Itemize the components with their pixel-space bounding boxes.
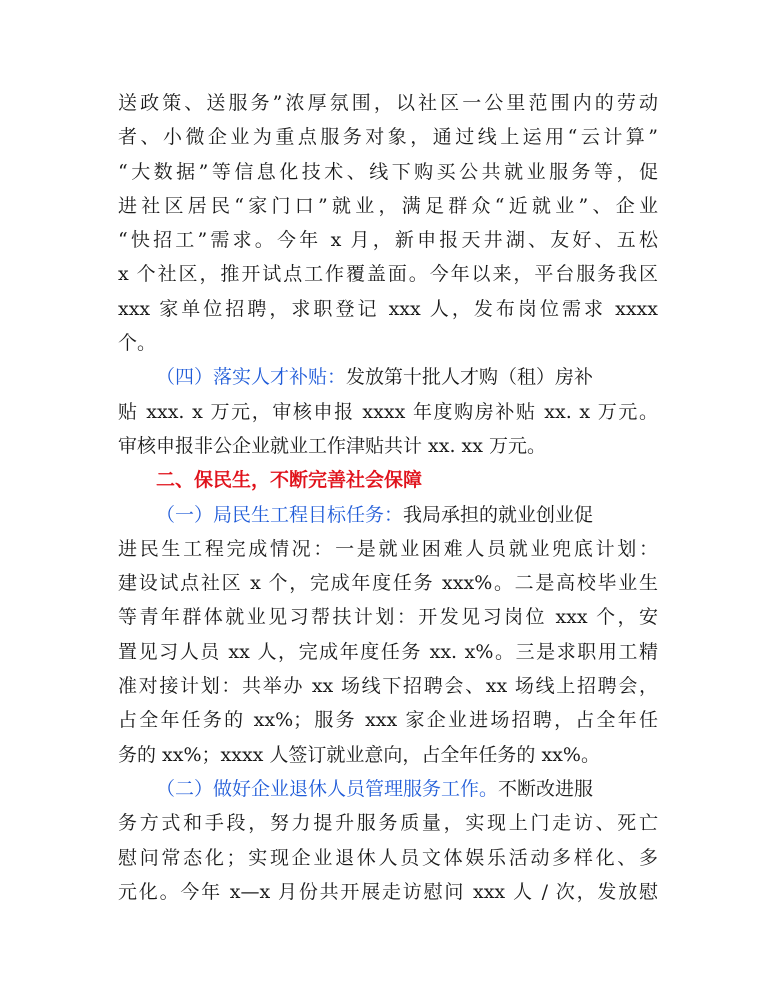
text-line: 务的 xx%；xxxx 人签订就业意向，占全年任务的 xx%。: [118, 743, 600, 766]
text-line: 送政策、送服务”浓厚氛围，以社区一公里范围内的劳动: [118, 92, 658, 114]
paragraph-talent-subsidy: [118, 360, 658, 463]
subheading-livelihood-targets: （一）局民生工程目标任务：: [156, 503, 404, 526]
text-line: 贴 xxx. x 万元，审核申报 xxxx 年度购房补贴 xx. x 万元。: [118, 400, 658, 423]
text-run: 我局承担的就业创业促: [403, 503, 594, 526]
text-line: 准对接计划：共举办 xx 场线下招聘会、xx 场线上招聘会，: [118, 675, 658, 698]
text-line: 等青年群体就业见习帮扶计划：开发见习岗位 xxx 个，安: [118, 606, 658, 629]
text-line: 者、小微企业为重点服务对象，通过线上运用“云计算”: [118, 126, 658, 149]
text-line: 务方式和手段，努力提升服务质量，实现上门走访、死亡: [118, 812, 658, 835]
text-line: 进社区居民“家门口”就业，满足群众“近就业”、企业: [118, 194, 658, 217]
text-line: 置见习人员 xx 人，完成年度任务 xx. x%。三是求职用工精: [118, 640, 658, 663]
text-line: [118, 360, 658, 394]
text-run: 不断改进服: [498, 777, 594, 800]
text-line: xxx 家单位招聘，求职登记 xxx 人，发布岗位需求 xxxx: [118, 297, 658, 320]
text-line: 进民生工程完成情况：一是就业困难人员就业兜底计划：: [118, 537, 658, 560]
text-line: [118, 498, 658, 532]
text-line: 慰问常态化；实现企业退休人员文体娱乐活动多样化、多: [118, 846, 658, 869]
paragraph-community-employment: [118, 86, 658, 360]
paragraph-retiree-services: [118, 772, 658, 909]
subheading-talent-subsidy: （四）落实人才补贴：: [156, 366, 347, 389]
text-line: 审核申报非公企业就业工作津贴共计 xx. xx 万元。: [118, 434, 547, 457]
text-run: 发放第十批人才购（租）房补: [346, 366, 594, 389]
text-line: 元化。今年 x—x 月份共开展走访慰问 xxx 人 / 次，发放慰: [118, 880, 658, 903]
text-line: “大数据”等信息化技术、线下购买公共就业服务等，促: [118, 160, 658, 183]
subheading-retiree-services: （二）做好企业退休人员管理服务工作。: [156, 777, 499, 800]
text-line: 个。: [118, 332, 157, 355]
section-heading-livelihood: 二、保民生，不断完善社会保障: [156, 469, 423, 492]
text-line: x 个社区，推开试点工作覆盖面。今年以来，平台服务我区: [118, 263, 658, 286]
text-line: 建设试点社区 x 个，完成年度任务 xxx%。二是高校毕业生: [118, 572, 658, 595]
paragraph-livelihood-targets: [118, 498, 658, 772]
text-line: “快招工”需求。今年 x 月，新申报天井湖、友好、五松: [118, 229, 658, 252]
text-line: 占全年任务的 xx%；服务 xxx 家企业进场招聘，占全年任: [118, 709, 658, 732]
document-page: [118, 86, 658, 909]
text-line: [118, 772, 658, 806]
